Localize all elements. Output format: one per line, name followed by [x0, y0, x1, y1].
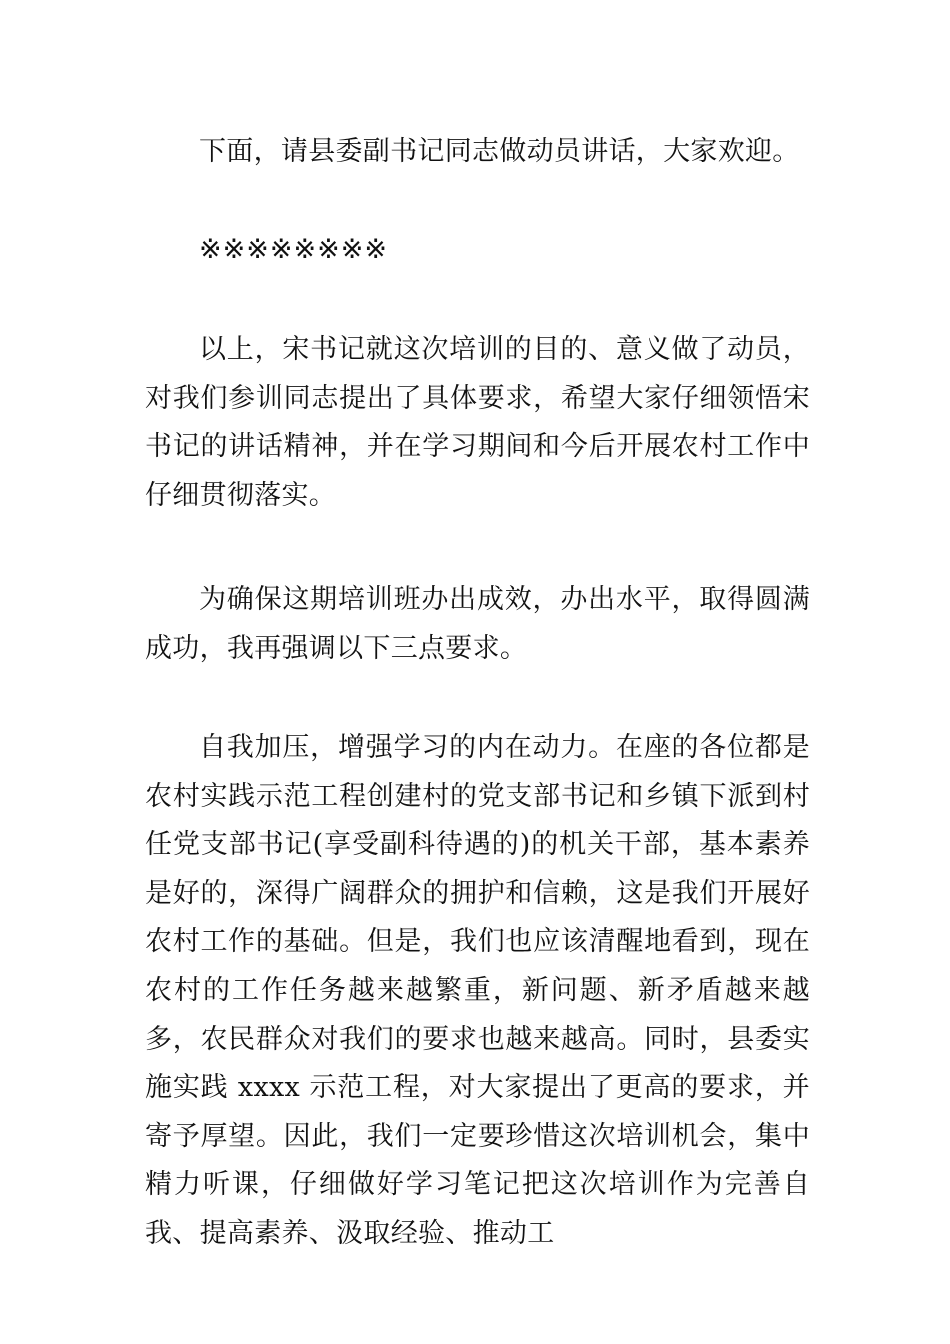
paragraph-separator: ※※※※※※※※ [199, 234, 388, 265]
paragraph-summary: 以上，宋书记就这次培训的目的、意义做了动员，对我们参训同志提出了具体要求，希望大家仔细领悟宋书记的讲话精神，并在学习期间和今后开展农村工作中仔细贯彻落实。 [145, 334, 810, 511]
paragraph-requirement-one: 自我加压，增强学习的内在动力。在座的各位都是农村实践示范工程创建村的党支部书记和乡镇下派到村任党支部书记(享受副科待遇的)的机关干部，基本素养是好的，深得广阔群众的拥护和信赖，这是我们开展好农村工作的基础。但是，我们也应该清醒地看到，现在农村的工作任务越来越繁重，新问题、新矛盾越来越多，农民群众对我们的要求也越来越高。同时，县委实施实践 xxxx 示范工程，对大家提出了更高的要求，并寄予厚望。因此，我们一定要珍惜这次培训机会，集中精力听课，仔细做好学习笔记把这次培训作为完善自我、提高素养、汲取经验、推动工 [145, 732, 810, 1249]
paragraph-intro-speech: 下面，请县委副书记同志做动员讲话，大家欢迎。 [199, 136, 800, 167]
paragraph-requirements-intro: 为确保这期培训班办出成效，办出水平，取得圆满成功，我再强调以下三点要求。 [145, 584, 810, 664]
